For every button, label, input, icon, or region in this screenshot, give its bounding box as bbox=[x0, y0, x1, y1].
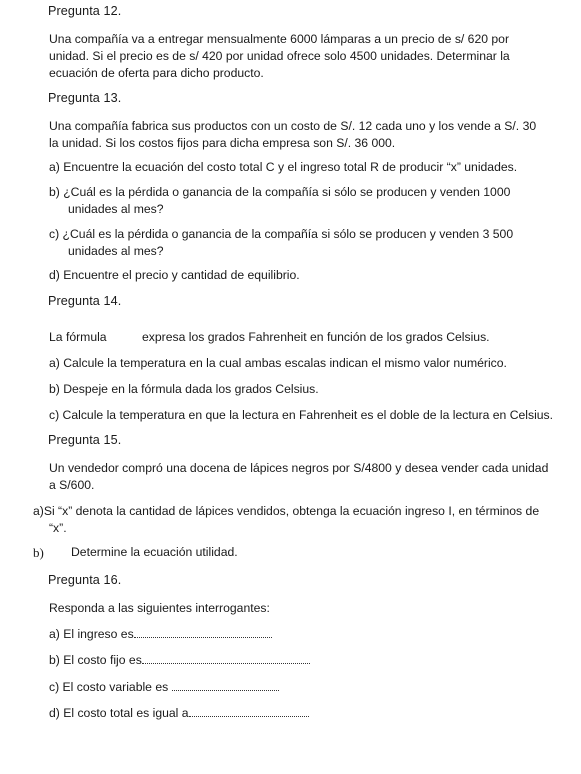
answer-blank-b bbox=[142, 653, 310, 664]
question-14-intro-b: expresa los grados Fahrenheit en función de los grados Celsius. bbox=[142, 330, 490, 344]
question-14-item-c: c) Calcule la temperatura en que la lectura en Fahrenheit es el doble de la lectura en Celsius. bbox=[49, 408, 554, 422]
question-13-title: Pregunta 13. bbox=[48, 91, 122, 105]
question-15-intro-1: Un vendedor compró una docena de lápices negros por S/4800 y desea vender cada unidad bbox=[49, 461, 549, 475]
question-15-item-a-1: a)Si “x” denota la cantidad de lápices vendidos, obtenga la ecuación ingreso I, en términos de bbox=[33, 504, 540, 518]
question-16-item-a bbox=[49, 627, 272, 642]
question-13-item-c-2: unidades al mes? bbox=[68, 244, 164, 258]
question-12-title: Pregunta 12. bbox=[48, 4, 122, 18]
question-13-item-b-2: unidades al mes? bbox=[68, 202, 164, 216]
question-12-line-2: unidad. Si el precio es de s/ 420 por unidad ofrece solo 4500 unidades. Determinar la bbox=[49, 49, 510, 63]
question-13-intro-1: Una compañía fabrica sus productos con un costo de S/. 12 cada uno y los vende a S/. 30 bbox=[49, 119, 537, 133]
question-15-title: Pregunta 15. bbox=[48, 433, 122, 447]
question-16-item-c-label: c) El costo variable es bbox=[49, 680, 169, 694]
question-12-line-3: ecuación de oferta para dicho producto. bbox=[49, 66, 264, 80]
question-13-intro-2: la unidad. Si los costos fijos para dicha empresa son S/. 36 000. bbox=[49, 136, 396, 150]
question-16-item-a-label: a) El ingreso es bbox=[49, 627, 134, 641]
question-16-item-d-label: d) El costo total es igual a bbox=[49, 706, 189, 720]
question-13-item-a: a) Encuentre la ecuación del costo total C y el ingreso total R de producir “x” unidades. bbox=[49, 160, 518, 174]
question-13-item-b-1: b) ¿Cuál es la pérdida o ganancia de la compañía si sólo se producen y venden 1000 bbox=[49, 185, 511, 199]
question-14-title: Pregunta 14. bbox=[48, 294, 122, 308]
question-15-intro-2: a S/600. bbox=[49, 478, 95, 492]
question-14-item-a: a) Calcule la temperatura en la cual ambas escalas indican el mismo valor numérico. bbox=[49, 356, 507, 370]
question-14-item-b: b) Despeje en la fórmula dada los grados Celsius. bbox=[49, 382, 319, 396]
question-16-title: Pregunta 16. bbox=[48, 573, 122, 587]
question-15-item-b-label: b) bbox=[33, 545, 44, 560]
answer-blank-d bbox=[189, 706, 309, 717]
question-15-item-b-text: Determine la ecuación utilidad. bbox=[71, 545, 238, 559]
question-13-item-d: d) Encuentre el precio y cantidad de equilibrio. bbox=[49, 268, 300, 282]
question-14-intro-a: La fórmula bbox=[49, 330, 107, 344]
answer-blank-a bbox=[134, 627, 272, 638]
question-12-line-1: Una compañía va a entregar mensualmente 6000 lámparas a un precio de s/ 620 por bbox=[49, 32, 510, 46]
question-13-item-c-1: c) ¿Cuál es la pérdida o ganancia de la compañía si sólo se producen y venden 3 500 bbox=[49, 227, 514, 241]
question-16-item-b-label: b) El costo fijo es bbox=[49, 653, 142, 667]
question-16-item-d bbox=[49, 706, 309, 721]
question-15-item-a-2: “x”. bbox=[49, 521, 67, 535]
answer-blank-c bbox=[172, 680, 279, 691]
question-16-intro: Responda a las siguientes interrogantes: bbox=[49, 601, 270, 615]
question-16-item-b bbox=[49, 653, 310, 668]
question-16-item-c bbox=[49, 680, 279, 695]
